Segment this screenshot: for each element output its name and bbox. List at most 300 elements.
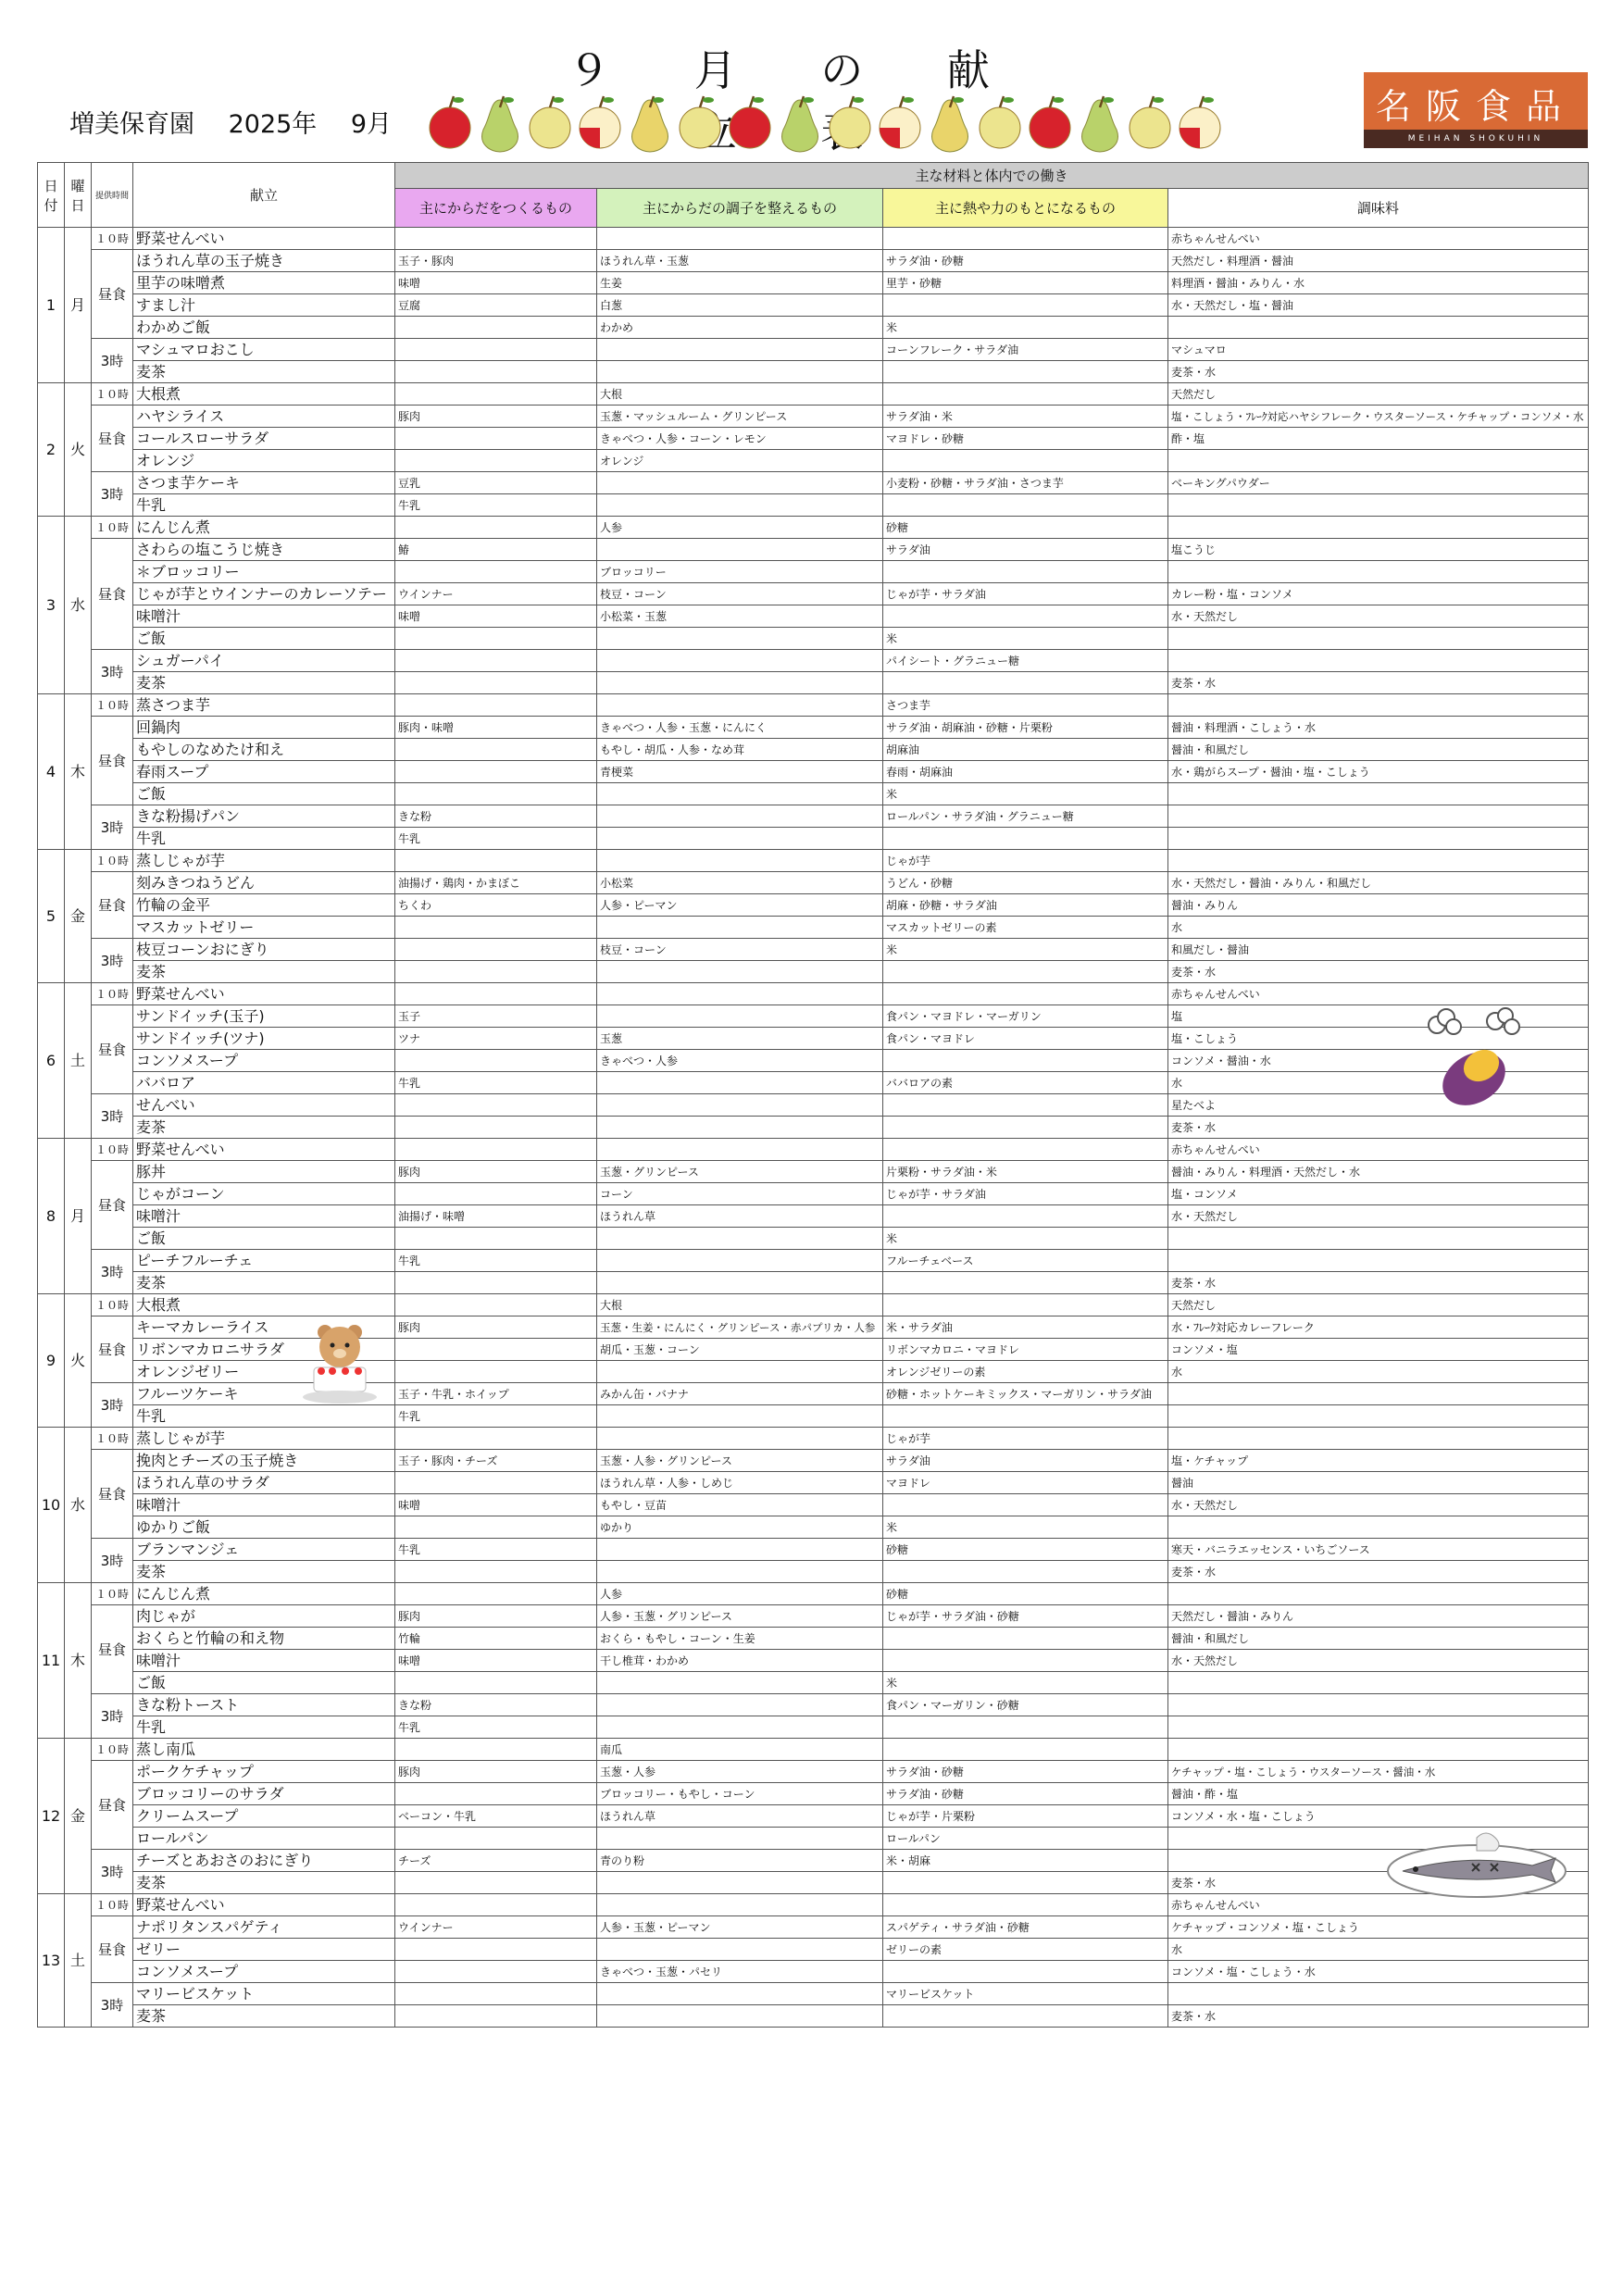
dish-cell: リボンマカロニサラダ [133,1339,395,1361]
meal-time-cell: 昼食 [92,406,133,472]
cut-apple-icon [580,96,620,148]
protein-cell: 味噌 [395,1650,597,1672]
menu-row [38,1628,1589,1650]
vegetable-cell [597,1361,883,1383]
asian-pear-icon [980,96,1020,148]
seasoning-cell: 醤油・和風だし [1168,739,1589,761]
seasoning-cell [1168,494,1589,517]
menu-row [38,1516,1589,1539]
dish-cell: 刻みきつねうどん [133,872,395,894]
energy-cell [883,1094,1168,1117]
dish-cell: 肉じゃが [133,1605,395,1628]
meal-time-cell: 3時 [92,1094,133,1139]
energy-cell [883,672,1168,694]
protein-cell [395,850,597,872]
dish-cell: ブランマンジェ [133,1539,395,1561]
meal-time-cell: １０時 [92,983,133,1005]
vegetable-cell: 玉葱・グリンピース [597,1161,883,1183]
menu-row [38,805,1589,828]
vegetable-cell [597,1694,883,1716]
energy-cell: コーンフレーク・サラダ油 [883,339,1168,361]
dish-cell: おくらと竹輪の和え物 [133,1628,395,1650]
menu-row [38,1183,1589,1205]
vegetable-cell [597,1272,883,1294]
energy-cell [883,1716,1168,1739]
protein-cell [395,694,597,717]
protein-cell [395,1872,597,1894]
vegetable-cell: 人参・玉葱・ピーマン [597,1916,883,1939]
menu-row [38,228,1589,250]
materials-header: 主な材料と体内での働き [395,163,1589,189]
meal-time-cell: 3時 [92,650,133,694]
energy-cell: サラダ油・砂糖 [883,1783,1168,1805]
menu-row [38,783,1589,805]
meal-time-cell: 昼食 [92,872,133,939]
dish-cell: 麦茶 [133,1561,395,1583]
seasoning-cell [1168,1383,1589,1405]
menu-row [38,605,1589,628]
vegetable-cell: もやし・胡瓜・人参・なめ茸 [597,739,883,761]
energy-cell: マスカットゼリーの素 [883,917,1168,939]
asian-pear-icon [830,96,870,148]
protein-cell: チーズ [395,1850,597,1872]
dish-cell: マリービスケット [133,1983,395,2005]
dish-cell: ゆかりご飯 [133,1516,395,1539]
weekday-cell: 木 [65,694,92,850]
menu-row [38,1161,1589,1183]
energy-cell: 米・胡麻 [883,1850,1168,1872]
protein-cell: 牛乳 [395,1539,597,1561]
menu-row [38,1739,1589,1761]
menu-row [38,1472,1589,1494]
weekday-cell: 木 [65,1583,92,1739]
dish-cell: 麦茶 [133,361,395,383]
menu-row [38,2005,1589,2028]
menu-row [38,1583,1589,1605]
date-cell: 1 [38,228,65,383]
energy-cell: じゃが芋・サラダ油 [883,1183,1168,1205]
dish-cell: コールスローサラダ [133,428,395,450]
vegetable-cell [597,472,883,494]
seasoning-cell: 寒天・バニラエッセンス・いちごソース [1168,1539,1589,1561]
vegetable-cell: きゃべつ・人参 [597,1050,883,1072]
menu-row [38,1783,1589,1805]
energy-cell [883,494,1168,517]
sweet-potato-illustration [1417,1004,1528,1116]
seasoning-cell: 天然だし [1168,383,1589,406]
vegetable-cell: コーン [597,1183,883,1205]
protein-cell: 玉子・豚肉・チーズ [395,1450,597,1472]
energy-cell: ロールパン [883,1828,1168,1850]
protein-cell [395,1783,597,1805]
menu-row [38,1094,1589,1117]
seasoning-cell [1168,628,1589,650]
meal-time-cell: １０時 [92,850,133,872]
protein-cell: 味噌 [395,1494,597,1516]
dish-cell: ご飯 [133,1228,395,1250]
meal-time-cell: 3時 [92,939,133,983]
energy-cell [883,383,1168,406]
menu-row [38,1450,1589,1472]
menu-row [38,1694,1589,1716]
month-label: 9月 [350,110,393,139]
weekday-header: 曜日 [65,163,92,228]
seasoning-cell: ケチャップ・塩・こしょう・ウスターソース・醤油・水 [1168,1761,1589,1783]
protein-cell: きな粉 [395,805,597,828]
vegetable-cell: ほうれん草 [597,1205,883,1228]
seasoning-cell: 水・天然だし [1168,1494,1589,1516]
pear-icon [782,96,818,152]
energy-cell: じゃが芋・片栗粉 [883,1805,1168,1828]
dish-cell: 野菜せんべい [133,983,395,1005]
energy-cell: サラダ油・胡麻油・砂糖・片栗粉 [883,717,1168,739]
menu-row [38,983,1589,1005]
seasoning-cell: 赤ちゃんせんべい [1168,1894,1589,1916]
vegetable-cell [597,1828,883,1850]
protein-cell [395,1561,597,1583]
weekday-cell: 金 [65,1739,92,1894]
seasoning-cell [1168,1739,1589,1761]
dish-cell: 蒸し南瓜 [133,1739,395,1761]
protein-cell: 牛乳 [395,1250,597,1272]
vegetable-cell: 人参・玉葱・グリンピース [597,1605,883,1628]
menu-row [38,894,1589,917]
seasoning-cell [1168,561,1589,583]
energy-cell [883,1050,1168,1072]
protein-cell [395,1272,597,1294]
menu-row [38,1272,1589,1294]
menu-row [38,1361,1589,1383]
energy-cell: フルーチェベース [883,1250,1168,1272]
energy-cell [883,1205,1168,1228]
red-group-header: 主にからだをつくるもの [395,189,597,228]
protein-cell [395,1983,597,2005]
energy-cell: ゼリーの素 [883,1939,1168,1961]
vegetable-cell: ゆかり [597,1516,883,1539]
energy-cell [883,605,1168,628]
menu-row [38,1983,1589,2005]
protein-cell [395,1228,597,1250]
protein-cell: 豚肉・味噌 [395,717,597,739]
seasoning-cell: 麦茶・水 [1168,1117,1589,1139]
apple-icon [1030,96,1070,148]
protein-cell [395,339,597,361]
dish-cell: 蒸しじゃが芋 [133,850,395,872]
menu-row [38,1961,1589,1983]
protein-cell [395,761,597,783]
energy-cell [883,1561,1168,1583]
vegetable-cell: きゃべつ・人参・コーン・レモン [597,428,883,450]
menu-row [38,1405,1589,1428]
vegetable-cell [597,1072,883,1094]
dish-cell: きな粉揚げパン [133,805,395,828]
dish-cell: クリームスープ [133,1805,395,1828]
protein-cell [395,1828,597,1850]
meal-time-cell: 3時 [92,472,133,517]
seasoning-cell [1168,1250,1589,1272]
energy-cell [883,1894,1168,1916]
vegetable-cell [597,672,883,694]
dish-cell: ご飯 [133,783,395,805]
protein-cell [395,428,597,450]
weekday-cell: 月 [65,1139,92,1294]
meal-time-cell: 昼食 [92,1316,133,1383]
protein-cell: 豚肉 [395,406,597,428]
protein-cell: 玉子・牛乳・ホイップ [395,1383,597,1405]
protein-cell [395,983,597,1005]
dish-cell: ロールパン [133,1828,395,1850]
dish-cell: ほうれん草のサラダ [133,1472,395,1494]
dish-cell: 野菜せんべい [133,1894,395,1916]
menu-row [38,361,1589,383]
protein-cell [395,383,597,406]
meal-time-cell: 3時 [92,339,133,383]
seasoning-cell: カレー粉・塩・コンソメ [1168,583,1589,605]
vegetable-cell: 人参 [597,1583,883,1605]
protein-cell [395,1183,597,1205]
seasoning-cell: 水 [1168,1361,1589,1383]
energy-cell [883,228,1168,250]
vegetable-cell [597,1405,883,1428]
menu-table [37,162,1589,2028]
protein-cell [395,961,597,983]
dish-cell: 牛乳 [133,494,395,517]
seasoning-cell [1168,650,1589,672]
vegetable-cell: オレンジ [597,450,883,472]
vegetable-cell: 白葱 [597,294,883,317]
meal-time-cell: 昼食 [92,1605,133,1694]
date-cell: 3 [38,517,65,694]
protein-cell: 豆乳 [395,472,597,494]
menu-row [38,739,1589,761]
dish-cell: わかめご飯 [133,317,395,339]
meal-time-cell: 昼食 [92,1161,133,1250]
energy-cell: 米 [883,628,1168,650]
date-cell: 8 [38,1139,65,1294]
protein-cell: 鰆 [395,539,597,561]
vegetable-cell: 青のり粉 [597,1850,883,1872]
vegetable-cell [597,339,883,361]
meal-time-cell: １０時 [92,1894,133,1916]
vegetable-cell [597,694,883,717]
dish-cell: 味噌汁 [133,1650,395,1672]
energy-cell: ロールパン・サラダ油・グラニュー糖 [883,805,1168,828]
protein-cell: 豚肉 [395,1316,597,1339]
menu-row [38,1561,1589,1583]
energy-cell: じゃが芋 [883,850,1168,872]
seasoning-cell [1168,850,1589,872]
dish-cell: チーズとあおさのおにぎり [133,1850,395,1872]
protein-cell: 牛乳 [395,1072,597,1094]
energy-cell: 小麦粉・砂糖・サラダ油・さつま芋 [883,472,1168,494]
weekday-cell: 土 [65,983,92,1139]
menu-row [38,1072,1589,1094]
dish-cell: フルーツケーキ [133,1383,395,1405]
apple-icon [430,96,470,148]
protein-cell [395,1428,597,1450]
vegetable-cell: 青梗菜 [597,761,883,783]
seasoning-cell [1168,517,1589,539]
energy-cell [883,1272,1168,1294]
vegetable-cell: 玉葱 [597,1028,883,1050]
protein-cell [395,1139,597,1161]
vegetable-cell: 胡瓜・玉葱・コーン [597,1339,883,1361]
weekday-cell: 月 [65,228,92,383]
dish-cell: ピーチフルーチェ [133,1250,395,1272]
dish-cell: シュガーパイ [133,650,395,672]
seasoning-cell: 麦茶・水 [1168,1272,1589,1294]
vegetable-cell: みかん缶・バナナ [597,1383,883,1405]
vegetable-cell [597,1894,883,1916]
seasoning-cell: 和風だし・醤油 [1168,939,1589,961]
energy-cell [883,961,1168,983]
seasoning-cell: 麦茶・水 [1168,1561,1589,1583]
seasoning-cell: ベーキングパウダー [1168,472,1589,494]
energy-cell: 米 [883,939,1168,961]
seasoning-cell: 酢・塩 [1168,428,1589,450]
energy-cell [883,1628,1168,1650]
dish-cell: ハヤシライス [133,406,395,428]
energy-cell: オレンジゼリーの素 [883,1361,1168,1383]
protein-cell [395,1339,597,1361]
seasoning-cell: 塩・ケチャップ [1168,1450,1589,1472]
vegetable-cell [597,628,883,650]
menu-row [38,1428,1589,1450]
vegetable-cell [597,2005,883,2028]
vegetable-cell: 玉葱・マッシュルーム・グリンピース [597,406,883,428]
menu-row [38,917,1589,939]
meal-time-cell: １０時 [92,694,133,717]
dish-cell: ゼリー [133,1939,395,1961]
weekday-cell: 水 [65,517,92,694]
energy-cell: 米 [883,1672,1168,1694]
seasoning-cell: 水・天然だし [1168,605,1589,628]
seasoning-cell [1168,1672,1589,1694]
vegetable-cell [597,1117,883,1139]
protein-cell [395,228,597,250]
logo-text: 名阪食品 [1375,86,1576,127]
energy-cell: サラダ油・砂糖 [883,1761,1168,1783]
seasoning-cell: 麦茶・水 [1168,1872,1589,1894]
seasoning-cell: 塩 [1168,1005,1589,1028]
pear-icon [482,96,518,152]
seasoning-cell [1168,317,1589,339]
energy-cell [883,1961,1168,1983]
date-cell: 11 [38,1583,65,1739]
apple-icon [730,96,770,148]
seasoning-cell [1168,1716,1589,1739]
vegetable-cell: 小松菜・玉葱 [597,605,883,628]
energy-cell: 食パン・マヨドレ [883,1028,1168,1050]
weekday-cell: 水 [65,1428,92,1583]
dish-cell: せんべい [133,1094,395,1117]
vegetable-cell: 玉葱・人参・グリンピース [597,1450,883,1472]
dish-cell: すまし汁 [133,294,395,317]
seasoning-cell [1168,1516,1589,1539]
menu-row [38,1228,1589,1250]
protein-cell [395,783,597,805]
vegetable-cell [597,539,883,561]
vegetable-cell: 枝豆・コーン [597,583,883,605]
energy-cell: じゃが芋・サラダ油 [883,583,1168,605]
meal-time-cell: 3時 [92,1539,133,1583]
date-cell: 13 [38,1894,65,2028]
menu-row [38,294,1589,317]
vegetable-cell [597,1539,883,1561]
dish-cell: コンソメスープ [133,1050,395,1072]
protein-cell: 豚肉 [395,1761,597,1783]
dish-cell: じゃが芋とウインナーのカレーソテー [133,583,395,605]
seasoning-cell: 麦茶・水 [1168,672,1589,694]
menu-row [38,1872,1589,1894]
protein-cell: 玉子・豚肉 [395,250,597,272]
vegetable-cell [597,805,883,828]
seasoning-cell: 水・鶏がらスープ・醤油・塩・こしょう [1168,761,1589,783]
menu-row [38,1539,1589,1561]
dish-cell: 麦茶 [133,1872,395,1894]
dish-cell: ご飯 [133,628,395,650]
meal-time-cell: 3時 [92,1383,133,1428]
energy-cell [883,450,1168,472]
seasoning-cell [1168,828,1589,850]
menu-row [38,672,1589,694]
menu-row [38,717,1589,739]
seasoning-cell [1168,1694,1589,1716]
vegetable-cell: 人参・ピーマン [597,894,883,917]
energy-cell: サラダ油・砂糖 [883,250,1168,272]
fruit-decoration-row [426,93,1241,154]
energy-cell: パイシート・グラニュー糖 [883,650,1168,672]
seasoning-cell: 醤油 [1168,1472,1589,1494]
menu-row [38,517,1589,539]
menu-row [38,628,1589,650]
dish-cell: コンソメスープ [133,1961,395,1983]
menu-row [38,1939,1589,1961]
protein-cell [395,1472,597,1494]
meal-time-cell: 昼食 [92,1761,133,1850]
energy-cell [883,1739,1168,1761]
vegetable-cell [597,828,883,850]
energy-cell [883,828,1168,850]
menu-row [38,406,1589,428]
protein-cell: 味噌 [395,605,597,628]
protein-cell: 油揚げ・味噌 [395,1205,597,1228]
energy-cell: マヨドレ [883,1472,1168,1494]
energy-cell [883,1650,1168,1672]
yellow-group-header: 主に熱や力のもとになるもの [883,189,1168,228]
vegetable-cell [597,1561,883,1583]
menu-row [38,1250,1589,1272]
seasoning-cell: 水・天然だし・醤油・みりん・和風だし [1168,872,1589,894]
dish-cell: 牛乳 [133,1405,395,1428]
seasoning-cell: 醤油・料理酒・こしょう・水 [1168,717,1589,739]
menu-row [38,561,1589,583]
vegetable-cell [597,228,883,250]
menu-row [38,1117,1589,1139]
seasoning-cell: 麦茶・水 [1168,961,1589,983]
vegetable-cell [597,1094,883,1117]
menu-row [38,1494,1589,1516]
logo-subtext: MEIHAN SHOKUHIN [1364,130,1588,148]
energy-cell: 食パン・マヨドレ・マーガリン [883,1005,1168,1028]
meal-time-cell: 3時 [92,1850,133,1894]
dish-cell: 野菜せんべい [133,228,395,250]
protein-cell [395,317,597,339]
dish-cell: サンドイッチ(玉子) [133,1005,395,1028]
vegetable-cell [597,1005,883,1028]
seasoning-cell: 水 [1168,1939,1589,1961]
protein-cell [395,450,597,472]
